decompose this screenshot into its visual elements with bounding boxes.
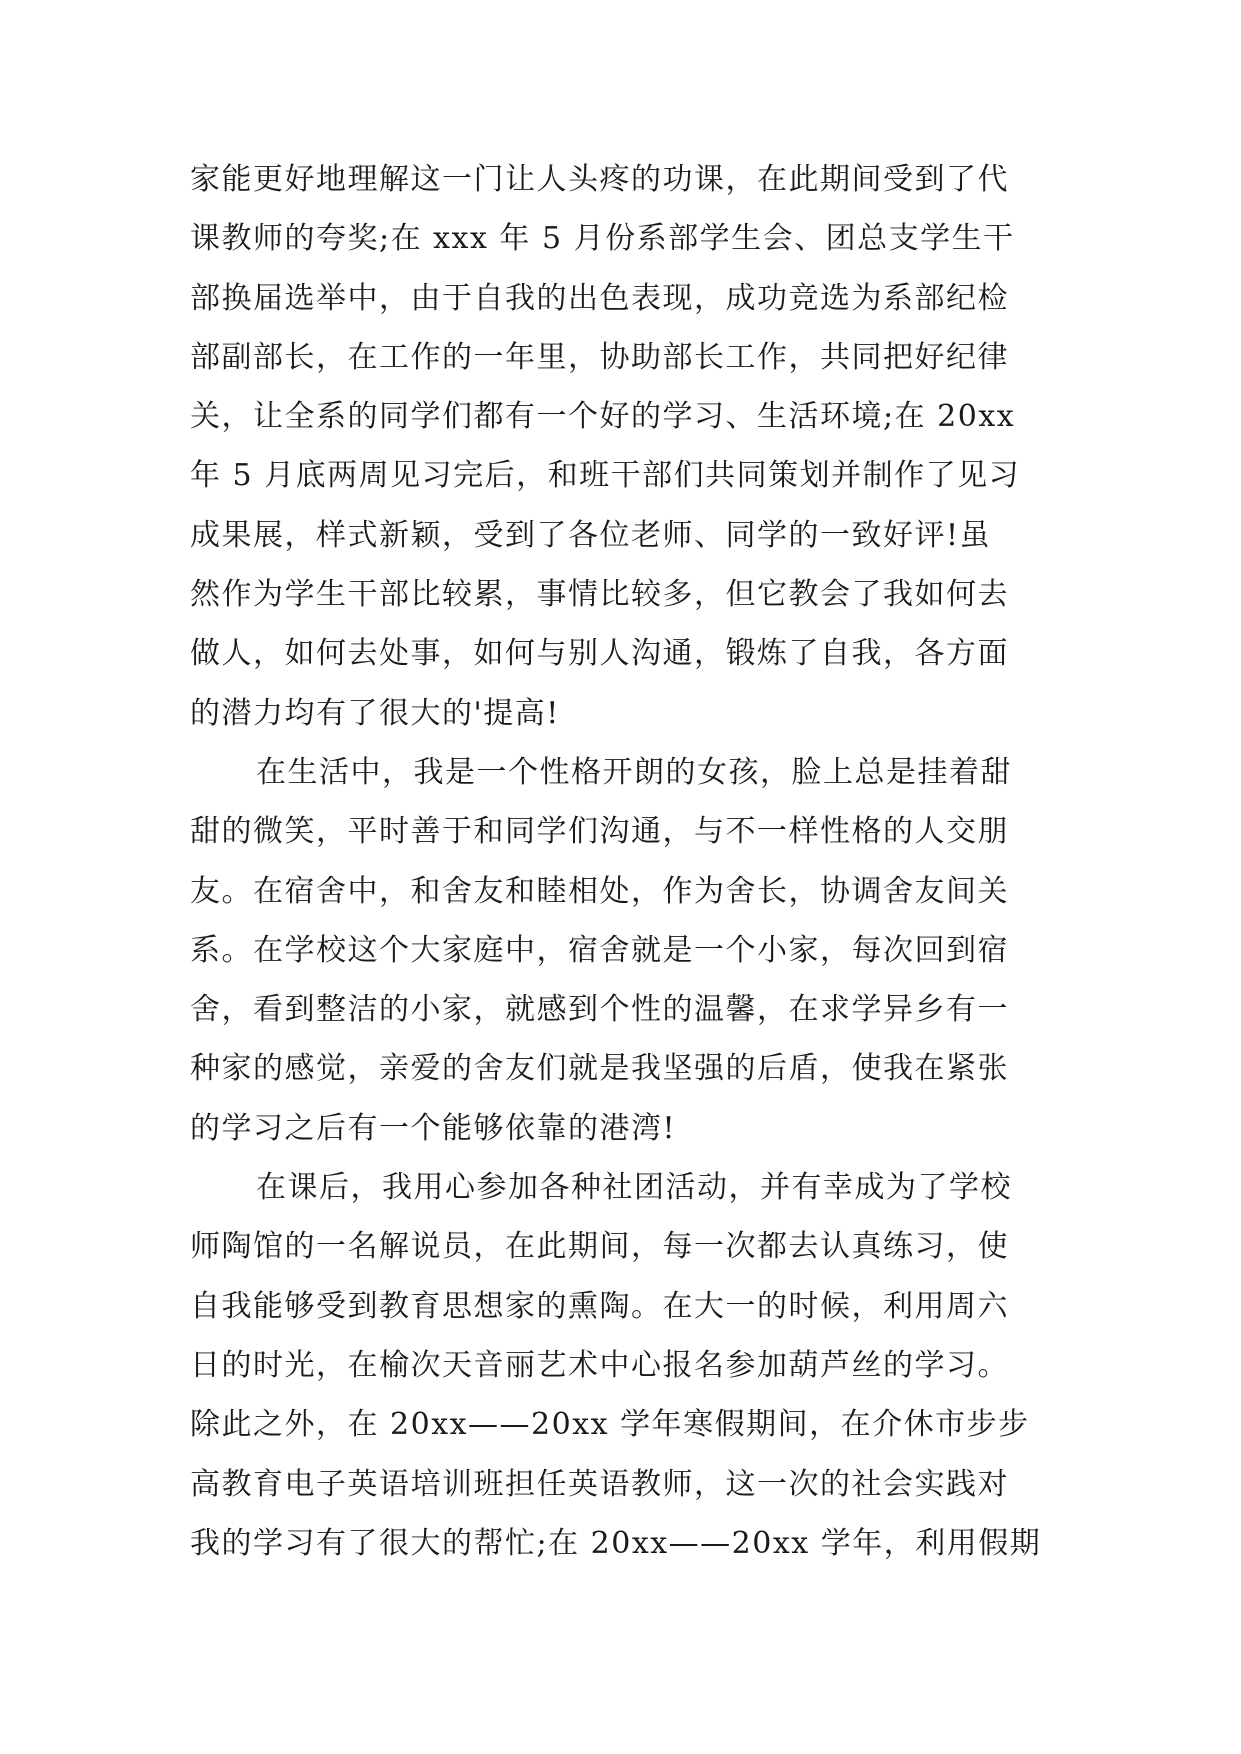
text-line: 的学习之后有一个能够依靠的港湾! — [190, 1110, 677, 1146]
text-line: 甜的微笑，平时善于和同学们沟通，与不一样性格的人交朋 — [190, 814, 1009, 850]
body-text — [190, 150, 1070, 1573]
text-line: 师陶馆的一名解说员，在此期间，每一次都去认真练习，使 — [190, 1229, 1009, 1265]
text-line: 然作为学生干部比较累，事情比较多，但它教会了我如何去 — [190, 577, 1009, 613]
text-line: 舍，看到整洁的小家，就感到个性的温馨，在求学异乡有一 — [190, 992, 1009, 1028]
text-line: 年 5 月底两周见习完后，和班干部们共同策划并制作了见习 — [190, 458, 1021, 494]
text-line: 系。在学校这个大家庭中，宿舍就是一个小家，每次回到宿 — [190, 932, 1009, 968]
text-line: 友。在宿舍中，和舍友和睦相处，作为舍长，协调舍友间关 — [190, 873, 1009, 909]
paragraph-start-line: 在课后，我用心参加各种社团活动，并有幸成为了学校 — [256, 1170, 1012, 1206]
text-line: 除此之外，在 20xx——20xx 学年寒假期间，在介休市步步 — [190, 1407, 1030, 1443]
text-line: 日的时光，在榆次天音丽艺术中心报名参加葫芦丝的学习。 — [190, 1347, 1009, 1383]
text-line: 关，让全系的同学们都有一个好的学习、生活环境;在 20xx — [190, 399, 1016, 435]
text-line: 家能更好地理解这一门让人头疼的功课，在此期间受到了代 — [190, 162, 1009, 197]
text-line: 做人，如何去处事，如何与别人沟通，锻炼了自我，各方面 — [190, 636, 1009, 672]
text-line: 高教育电子英语培训班担任英语教师，这一次的社会实践对 — [190, 1466, 1009, 1502]
text-line: 我的学习有了很大的帮忙;在 20xx——20xx 学年，利用假期 — [190, 1525, 1042, 1561]
text-line: 部换届选举中，由于自我的出色表现，成功竞选为系部纪检 — [190, 280, 1009, 316]
paragraph-start-line: 在生活中，我是一个性格开朗的女孩，脸上总是挂着甜 — [256, 754, 1012, 790]
text-line: 的潜力均有了很大的'提高! — [190, 695, 560, 731]
text-line: 自我能够受到教育思想家的熏陶。在大一的时候，利用周六 — [190, 1288, 1009, 1324]
text-line: 课教师的夸奖;在 xxx 年 5 月份系部学生会、团总支学生干 — [190, 221, 1015, 257]
text-line: 种家的感觉，亲爱的舍友们就是我坚强的后盾，使我在紧张 — [190, 1051, 1009, 1087]
text-line: 成果展，样式新颖，受到了各位老师、同学的一致好评!虽 — [190, 517, 992, 553]
text-line: 部副部长，在工作的一年里，协助部长工作，共同把好纪律 — [190, 339, 1009, 375]
